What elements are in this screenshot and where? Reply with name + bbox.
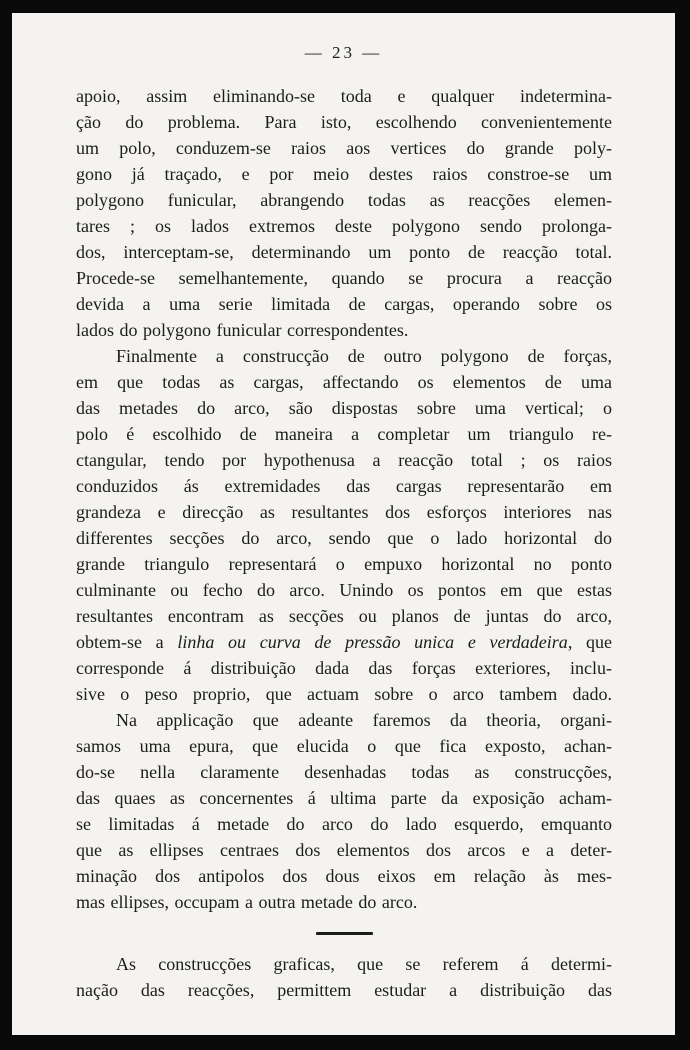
text-line <box>76 369 612 395</box>
text-segment: tares ; os lados extremos deste polygono sendo prolonga- <box>76 216 612 236</box>
book-page-paper <box>12 13 675 1035</box>
text-line <box>76 447 612 473</box>
text-line <box>76 629 612 655</box>
text-line <box>76 603 612 629</box>
text-segment: dos, interceptam-se, determinando um ponto de reacção total. <box>76 242 612 262</box>
text-line <box>76 473 612 499</box>
text-line <box>76 811 612 837</box>
text-segment: devida a uma serie limitada de cargas, operando sobre os <box>76 294 612 314</box>
text-line <box>76 759 612 785</box>
paragraph <box>76 707 612 915</box>
text-segment: nação das reacções, permittem estudar a distribuição das <box>76 980 612 1000</box>
text-line <box>76 889 612 915</box>
text-line <box>76 395 612 421</box>
text-segment: differentes secções do arco, sendo que o lado horizontal do <box>76 528 612 548</box>
text-segment: corresponde á distribuição dada das forças exteriores, inclu- <box>76 658 612 678</box>
text-line <box>76 681 612 707</box>
text-line <box>76 291 612 317</box>
text-segment: um polo, conduzem-se raios aos vertices do grande poly- <box>76 138 612 158</box>
text-line <box>76 577 612 603</box>
text-line <box>76 525 612 551</box>
text-segment: Finalmente a construcção de outro polygono de forças, <box>116 346 612 366</box>
text-segment: ção do problema. Para isto, escolhendo convenientemente <box>76 112 612 132</box>
italic-text-segment: linha ou curva de pressão unica e verdadeira <box>177 632 568 652</box>
text-line <box>76 239 612 265</box>
text-segment: obtem-se a <box>76 632 178 652</box>
text-segment: grande triangulo representará o empuxo horizontal no ponto <box>76 554 612 574</box>
text-line <box>76 863 612 889</box>
text-line <box>76 213 612 239</box>
text-line <box>76 265 612 291</box>
text-line <box>76 951 612 977</box>
text-line <box>76 83 612 109</box>
text-segment: das quaes as concernentes á ultima parte da exposição acham- <box>76 788 612 808</box>
paragraph <box>76 951 612 1003</box>
paragraph <box>76 83 612 343</box>
text-segment: do-se nella claramente desenhadas todas as construcções, <box>76 762 612 782</box>
text-segment: , que <box>567 632 612 652</box>
text-segment: que as ellipses centraes dos elementos dos arcos e a deter- <box>76 840 612 860</box>
text-segment: polygono funicular, abrangendo todas as reacções elemen- <box>76 190 612 210</box>
text-segment: resultantes encontram as secções ou planos de juntas do arco, <box>76 606 612 626</box>
text-segment: se limitadas á metade do arco do lado esquerdo, emquanto <box>76 814 612 834</box>
divider-rule <box>316 932 373 935</box>
text-segment: Procede-se semelhantemente, quando se procura a reacção <box>76 268 612 288</box>
section-divider <box>76 915 612 951</box>
text-segment: Na applicação que adeante faremos da theoria, organi- <box>116 710 612 730</box>
text-line <box>76 733 612 759</box>
page-body <box>12 83 675 1003</box>
paragraph <box>76 343 612 707</box>
text-segment: gono já traçado, e por meio destes raios constroe-se um <box>76 164 612 184</box>
text-line <box>76 343 612 369</box>
text-segment: em que todas as cargas, affectando os elementos de uma <box>76 372 612 392</box>
text-line <box>76 187 612 213</box>
text-line <box>76 161 612 187</box>
text-line <box>76 109 612 135</box>
text-segment: samos uma epura, que elucida o que fica exposto, achan- <box>76 736 612 756</box>
text-line <box>76 135 612 161</box>
text-segment: culminante ou fecho do arco. Unindo os pontos em que estas <box>76 580 612 600</box>
text-line <box>76 499 612 525</box>
text-segment: mas ellipses, occupam a outra metade do arco. <box>76 892 418 912</box>
text-segment: minação dos antipolos dos dous eixos em relação às mes- <box>76 866 612 886</box>
text-segment: sive o peso proprio, que actuam sobre o arco tambem dado. <box>76 684 612 704</box>
text-segment: lados do polygono funicular correspondentes. <box>76 320 409 340</box>
text-segment: grandeza e direcção as resultantes dos esforços interiores nas <box>76 502 612 522</box>
text-segment: polo é escolhido de maneira a completar um triangulo re- <box>76 424 612 444</box>
text-line <box>76 707 612 733</box>
text-line <box>76 977 612 1003</box>
text-line <box>76 655 612 681</box>
page-number: — 23 — <box>304 43 383 62</box>
text-line <box>76 317 612 343</box>
text-line <box>76 551 612 577</box>
text-line <box>76 837 612 863</box>
text-line <box>76 421 612 447</box>
text-segment: conduzidos ás extremidades das cargas representarão em <box>76 476 612 496</box>
text-line <box>76 785 612 811</box>
text-segment: ctangular, tendo por hypothenusa a reacção total ; os raios <box>76 450 612 470</box>
text-segment: das metades do arco, são dispostas sobre uma vertical; o <box>76 398 612 418</box>
text-segment: As construcções graficas, que se referem á determi- <box>116 954 612 974</box>
text-segment: apoio, assim eliminando-se toda e qualquer indetermina- <box>76 86 612 106</box>
